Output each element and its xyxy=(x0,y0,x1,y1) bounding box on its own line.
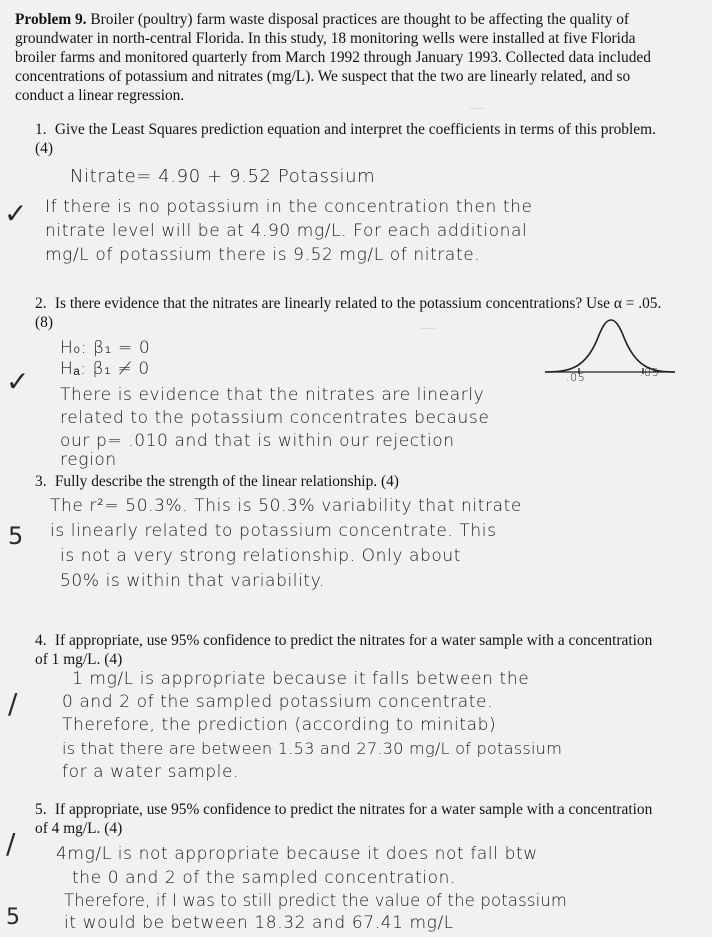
bleed-through-text: — xyxy=(470,100,485,116)
question-text: Fully describe the strength of the linear relationship. (4) xyxy=(54,473,399,490)
question-3 xyxy=(35,472,665,491)
question-text: If appropriate, use 95% confidence to predict the nitrates for a water sample with a concentration of 4 mg/L. (4) xyxy=(35,801,653,837)
answer-4-line: is that there are between 1.53 and 27.30 mg/L of potassium xyxy=(62,739,563,758)
problem-text: Broiler (poultry) farm waste disposal practices are thought to be affecting the quality of groundwater in north-central Florida. In this study, 18 monitoring wells were installed at five Florida broiler farms and monitored quarterly from March 1992 through January 1993. Collected data included concentrations of potassium and nitrates (mg/L). We suspect that the two are linearly related, and so conduct a linear regression. xyxy=(15,11,651,104)
answer-4-line: Therefore, the prediction (according to minitab) xyxy=(62,715,497,735)
sketch-right-label: .05 xyxy=(640,366,660,379)
grading-mark: 5 xyxy=(8,522,24,550)
answer-5-line: it would be between 18.32 and 67.41 mg/L xyxy=(64,913,454,933)
answer-1-line: mg/L of potassium there is 9.52 mg/L of nitrate. xyxy=(45,245,481,265)
question-text: If appropriate, use 95% confidence to predict the nitrates for a water sample with a concentration of 1 mg/L. (4) xyxy=(35,632,653,668)
grading-mark: / xyxy=(8,687,18,720)
problem-label: Problem 9. xyxy=(15,11,87,28)
answer-2-line: related to the potassium concentrates because xyxy=(60,408,490,428)
question-number: 4. xyxy=(35,632,47,649)
answer-5-line: Therefore, if I was to still predict the value of the potassium xyxy=(64,891,568,910)
answer-3-line: is not a very strong relationship. Only about xyxy=(60,546,462,566)
answer-1-equation: Nitrate= 4.90 + 9.52 Potassium xyxy=(70,166,376,187)
grading-mark: 5 xyxy=(6,905,20,930)
grading-mark: ✓ xyxy=(6,365,30,398)
grading-mark: ✓ xyxy=(4,197,28,230)
question-text: Is there evidence that the nitrates are linearly related to the potassium concentrations? Use α = .05. (8) xyxy=(35,295,662,331)
grading-mark: / xyxy=(6,827,16,860)
answer-2-line: region xyxy=(60,450,117,470)
problem-statement xyxy=(15,10,655,105)
answer-2-line: our p= .010 and that is within our rejection xyxy=(60,431,455,451)
question-5 xyxy=(35,800,665,838)
answer-4-line: 0 and 2 of the sampled potassium concentrate. xyxy=(62,692,494,712)
question-text: Give the Least Squares prediction equation and interpret the coefficients in terms of this problem. (4) xyxy=(35,121,656,157)
question-number: 3. xyxy=(35,473,47,490)
answer-3-line: The r²= 50.3%. This is 50.3% variability that nitrate xyxy=(50,496,522,516)
answer-1-line: If there is no potassium in the concentration then the xyxy=(45,197,533,217)
question-1 xyxy=(35,120,665,158)
answer-2-line: There is evidence that the nitrates are linearly xyxy=(60,385,485,405)
answer-5-line: the 0 and 2 of the sampled concentration. xyxy=(72,868,456,888)
sketch-left-label: .05 xyxy=(566,371,586,384)
question-number: 5. xyxy=(35,801,47,818)
answer-5-line: 4mg/L is not appropriate because it does not fall btw xyxy=(56,844,538,864)
answer-3-line: 50% is within that variability. xyxy=(60,571,325,591)
alternative-hypothesis: Hₐ: β₁ ≠ 0 xyxy=(60,359,150,379)
null-hypothesis: H₀: β₁ = 0 xyxy=(60,338,151,358)
answer-1-line: nitrate level will be at 4.90 mg/L. For each additional xyxy=(45,221,528,241)
answer-4-line: 1 mg/L is appropriate because it falls between the xyxy=(72,669,530,689)
question-number: 2. xyxy=(35,295,47,312)
answer-3-line: is linearly related to potassium concentrate. This xyxy=(50,521,497,541)
bleed-through-text: — xyxy=(420,320,435,336)
answer-4-line: for a water sample. xyxy=(62,762,240,782)
question-4 xyxy=(35,631,665,669)
question-number: 1. xyxy=(35,121,47,138)
